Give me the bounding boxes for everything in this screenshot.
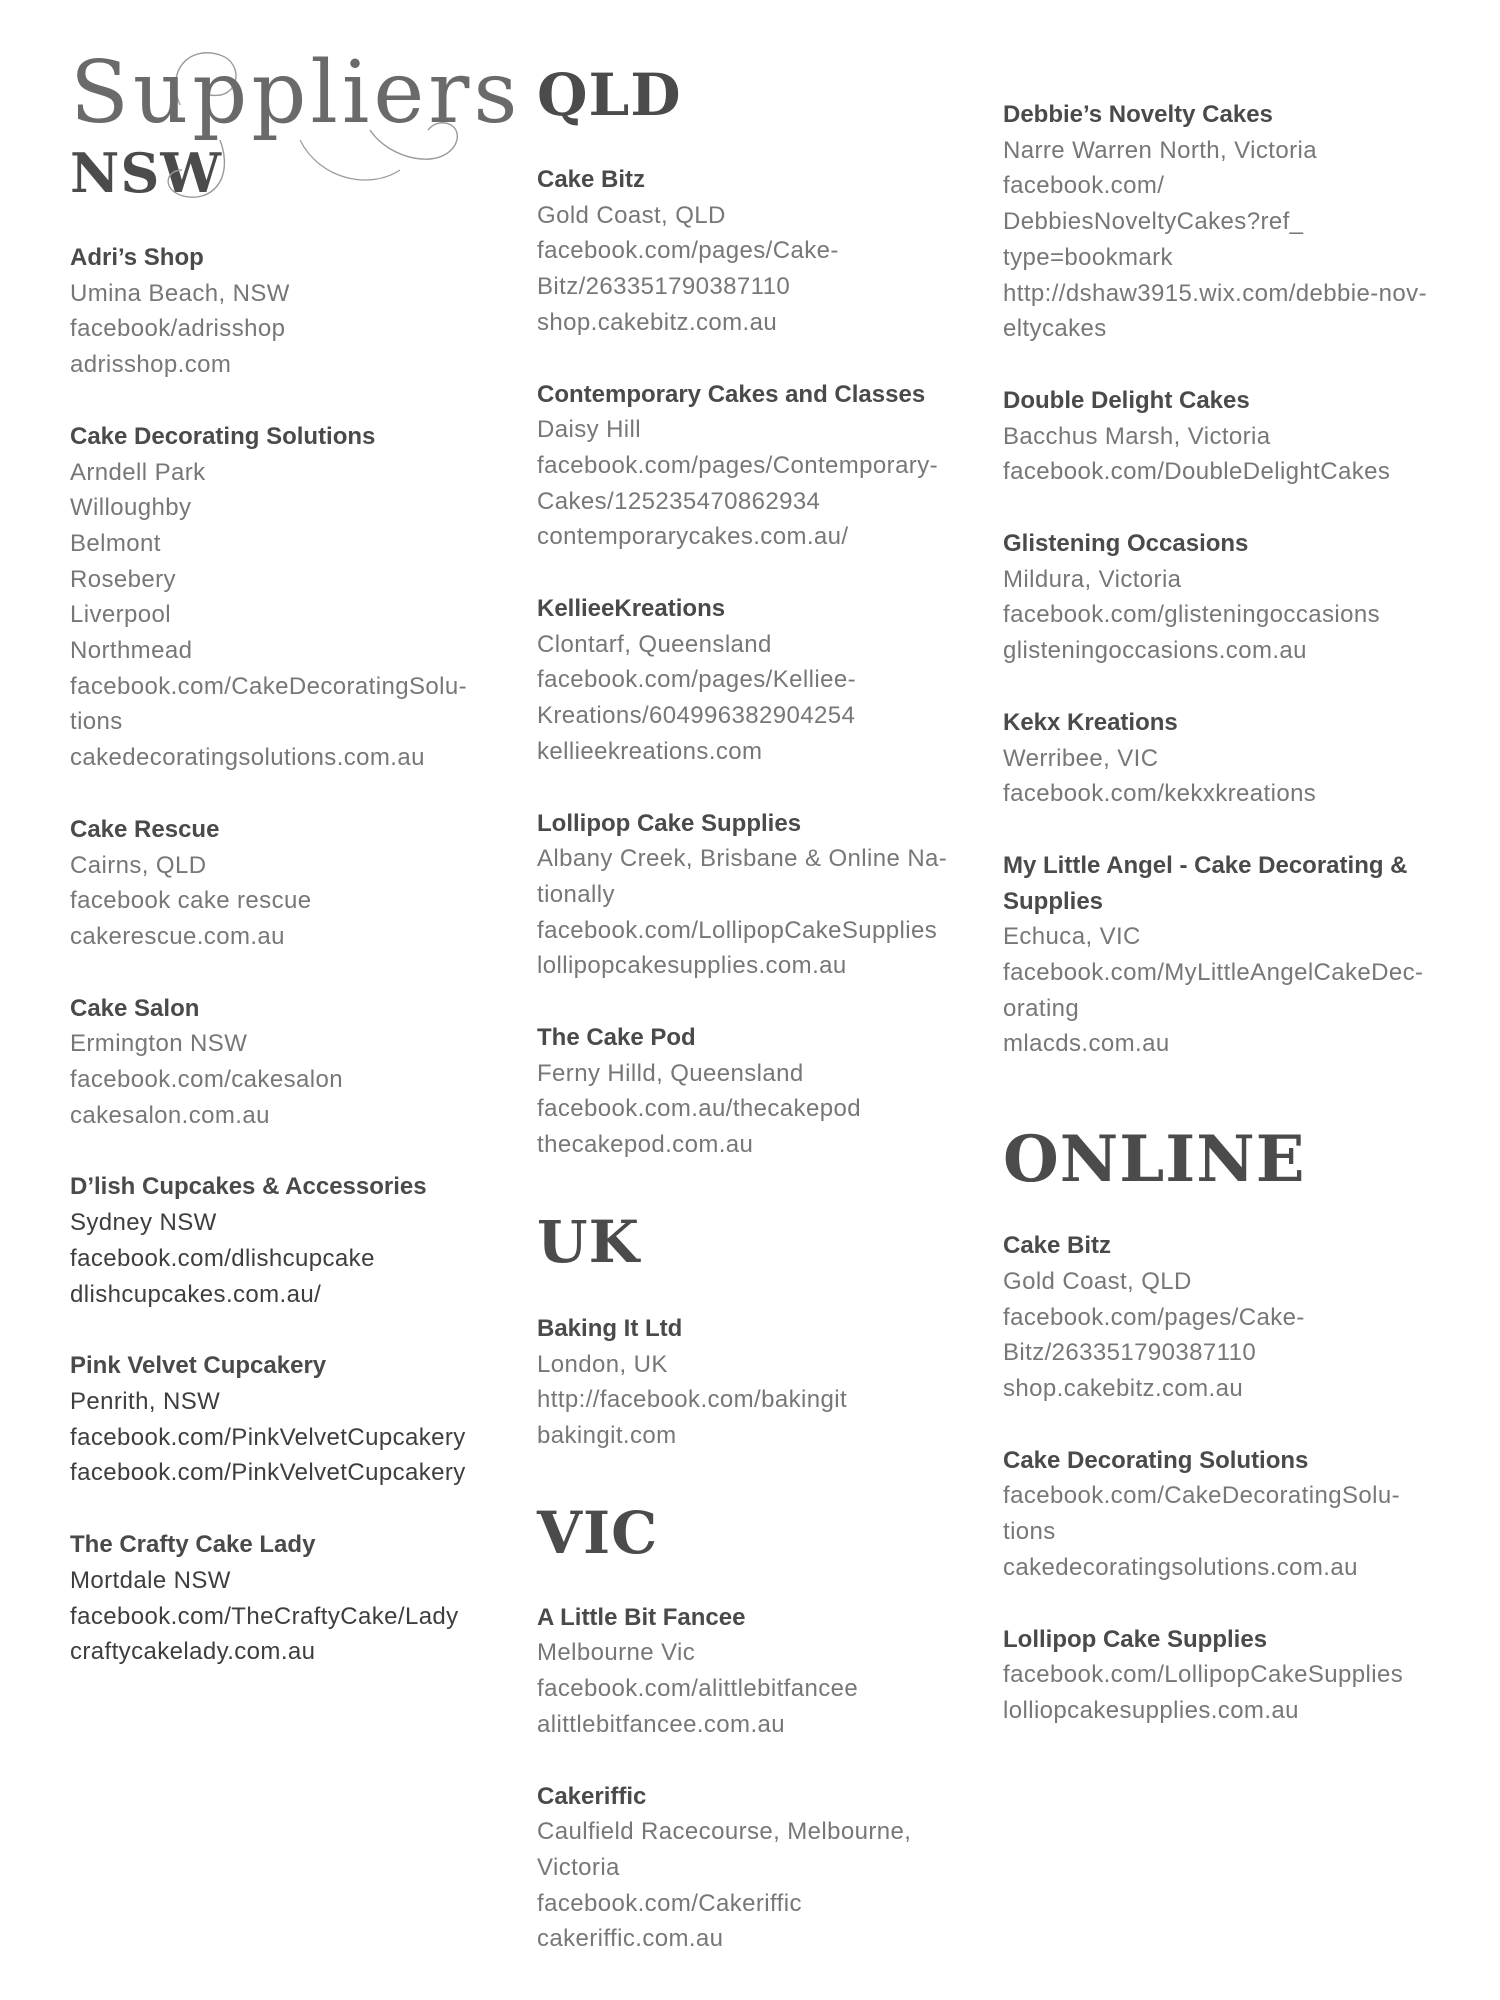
supplier-detail-line: mlacds.com.au xyxy=(1003,1030,1170,1058)
supplier-detail-line: Melbourne Vic xyxy=(537,1639,696,1667)
supplier-name: Cake Bitz xyxy=(537,166,646,193)
supplier-detail-line: Sydney NSW xyxy=(70,1209,217,1237)
supplier-detail-line: dlishcupcakes.com.au/ xyxy=(70,1280,322,1308)
supplier-detail-line: Clontarf, Queensland xyxy=(537,630,772,658)
supplier-detail-line: Ferny Hilld, Queensland xyxy=(537,1059,804,1087)
supplier-entry xyxy=(537,1020,987,1163)
supplier-detail-line: facebook.com/pages/Cake- xyxy=(537,237,839,265)
supplier-detail-line: Northmead xyxy=(70,637,193,665)
supplier-detail-line: Caulfield Racecourse, Melbourne, xyxy=(537,1818,912,1846)
page-title: Suppliers xyxy=(70,43,522,143)
supplier-detail-line: facebook.com/LollipopCakeSupplies xyxy=(1003,1661,1404,1689)
supplier-detail-line: facebook.com/PinkVelvetCupcakery xyxy=(70,1459,466,1487)
supplier-entry xyxy=(70,419,500,776)
section-list-nsw xyxy=(70,240,500,1670)
supplier-detail-line: orating xyxy=(1003,994,1080,1022)
supplier-detail-line: facebook.com/cakesalon xyxy=(70,1066,343,1094)
section-heading-vic: VIC xyxy=(537,1498,659,1567)
supplier-detail-line: facebook.com/pages/Cake- xyxy=(1003,1303,1305,1331)
supplier-detail-line: facebook.com/dlishcupcake xyxy=(70,1244,375,1272)
supplier-detail-line: Narre Warren North, Victoria xyxy=(1003,136,1317,164)
supplier-detail-line: facebook.com/pages/Kelliee- xyxy=(537,666,856,694)
supplier-detail-line: Ermington NSW xyxy=(70,1030,248,1058)
supplier-detail-line: facebook.com/DoubleDelightCakes xyxy=(1003,458,1391,486)
supplier-detail-line: cakesalon.com.au xyxy=(70,1101,270,1129)
supplier-name: KellieeKreations xyxy=(537,595,726,623)
supplier-detail-line: Bitz/263351790387110 xyxy=(1003,1339,1257,1367)
supplier-detail-line: cakerescue.com.au xyxy=(70,922,285,950)
supplier-detail-line: shop.cakebitz.com.au xyxy=(1003,1374,1244,1402)
supplier-name: Cake Bitz xyxy=(1003,1232,1112,1260)
supplier-name: Cake Decorating Solutions xyxy=(1003,1446,1309,1474)
section-list-vic xyxy=(537,1600,987,1957)
supplier-detail-line: Penrith, NSW xyxy=(70,1387,221,1415)
supplier-detail-line: London, UK xyxy=(537,1350,668,1378)
supplier-detail-line: contemporarycakes.com.au/ xyxy=(537,523,849,551)
supplier-detail-line: glisteningoccasions.com.au xyxy=(1003,637,1307,665)
supplier-detail-line: http://dshaw3915.wix.com/debbie-nov- xyxy=(1003,279,1427,307)
supplier-entry xyxy=(1003,1228,1473,1407)
column-right xyxy=(1003,0,1473,1729)
supplier-detail-line: Gold Coast, QLD xyxy=(1003,1267,1192,1295)
section-list-qld xyxy=(537,162,987,1163)
supplier-entry xyxy=(537,377,987,556)
supplier-name: Cake Rescue xyxy=(70,815,220,843)
supplier-detail-line: Arndell Park xyxy=(70,458,206,486)
supplier-detail-line: Kreations/604996382904254 xyxy=(537,702,856,730)
supplier-detail-line: bakingit.com xyxy=(537,1421,677,1449)
supplier-entry xyxy=(1003,1622,1473,1729)
supplier-detail-line: facebook.com/CakeDecoratingSolu- xyxy=(70,672,467,700)
supplier-detail-line: Daisy Hill xyxy=(537,416,642,444)
supplier-entry xyxy=(537,1311,987,1454)
supplier-name: Lollipop Cake Supplies xyxy=(1003,1625,1268,1653)
title-block xyxy=(70,0,522,162)
supplier-entry xyxy=(537,1779,987,1958)
supplier-detail-line: facebook.com/PinkVelvetCupcakery xyxy=(70,1423,466,1451)
supplier-detail-line: eltycakes xyxy=(1003,315,1107,343)
supplier-detail-line: facebook.com/Cakeriffic xyxy=(537,1889,802,1917)
supplier-entry xyxy=(1003,383,1473,490)
supplier-entry xyxy=(1003,97,1473,347)
supplier-detail-line: Belmont xyxy=(70,529,161,557)
section-list-online xyxy=(1003,1228,1473,1728)
supplier-name: A Little Bit Fancee xyxy=(537,1603,746,1631)
supplier-detail-line: lollipopcakesupplies.com.au xyxy=(537,952,847,980)
supplier-detail-line: facebook.com/alittlebitfancee xyxy=(537,1675,859,1703)
supplier-name: Kekx Kreations xyxy=(1003,708,1178,736)
supplier-detail-line: Rosebery xyxy=(70,565,176,593)
supplier-detail-line: shop.cakebitz.com.au xyxy=(537,308,778,336)
supplier-name: My Little Angel - Cake Decorating & Supplies xyxy=(1003,851,1408,915)
supplier-name: The Crafty Cake Lady xyxy=(70,1531,316,1559)
supplier-name: Glistening Occasions xyxy=(1003,530,1249,558)
supplier-name: D’lish Cupcakes & Accessories xyxy=(70,1173,427,1201)
supplier-entry xyxy=(1003,848,1473,1062)
supplier-name: Cake Salon xyxy=(70,994,200,1022)
supplier-detail-line: Willoughby xyxy=(70,494,192,522)
column-left xyxy=(70,0,522,1670)
supplier-detail-line: Werribee, VIC xyxy=(1003,744,1159,772)
supplier-detail-line: Bacchus Marsh, Victoria xyxy=(1003,422,1271,450)
supplier-detail-line: lolliopcakesupplies.com.au xyxy=(1003,1696,1299,1724)
supplier-detail-line: facebook.com/pages/Contemporary- xyxy=(537,451,938,479)
supplier-detail-line: facebook.com/LollipopCakeSupplies xyxy=(537,916,938,944)
supplier-detail-line: facebook.com/MyLittleAngelCakeDec- xyxy=(1003,959,1424,987)
supplier-entry xyxy=(70,1348,500,1491)
supplier-name: Debbie’s Novelty Cakes xyxy=(1003,101,1273,128)
supplier-entry xyxy=(70,240,500,383)
supplier-detail-line: alittlebitfancee.com.au xyxy=(537,1710,786,1738)
supplier-name: Cakeriffic xyxy=(537,1782,647,1810)
supplier-detail-line: craftycakelady.com.au xyxy=(70,1638,316,1666)
supplier-name: Lollipop Cake Supplies xyxy=(537,809,802,837)
supplier-detail-line: Cakes/125235470862934 xyxy=(537,487,821,515)
supplier-entry xyxy=(70,991,500,1134)
supplier-detail-line: Umina Beach, NSW xyxy=(70,279,290,307)
supplier-entry xyxy=(70,1169,500,1312)
supplier-detail-line: Mildura, Victoria xyxy=(1003,565,1182,593)
supplier-detail-line: DebbiesNoveltyCakes?ref_ xyxy=(1003,208,1304,236)
supplier-detail-line: cakedecoratingsolutions.com.au xyxy=(70,744,425,772)
supplier-entry xyxy=(537,162,987,341)
supplier-detail-line: tionally xyxy=(537,880,615,908)
supplier-detail-line: Bitz/263351790387110 xyxy=(537,273,791,301)
supplier-detail-line: facebook cake rescue xyxy=(70,887,312,915)
supplier-detail-line: kellieekreations.com xyxy=(537,737,763,765)
supplier-detail-line: tions xyxy=(1003,1518,1056,1546)
supplier-detail-line: facebook.com/CakeDecoratingSolu- xyxy=(1003,1482,1400,1510)
supplier-entry xyxy=(537,591,987,770)
supplier-name: Cake Decorating Solutions xyxy=(70,422,376,450)
supplier-detail-line: facebook.com/ xyxy=(1003,172,1165,200)
supplier-detail-line: http://facebook.com/bakingit xyxy=(537,1386,848,1414)
supplier-name: Contemporary Cakes and Classes xyxy=(537,380,926,408)
supplier-entry xyxy=(537,806,987,985)
supplier-detail-line: Liverpool xyxy=(70,601,171,629)
supplier-detail-line: Albany Creek, Brisbane & Online Na- xyxy=(537,845,948,873)
section-heading-nsw: NSW xyxy=(70,141,223,205)
supplier-name: The Cake Pod xyxy=(537,1024,696,1052)
supplier-name: Double Delight Cakes xyxy=(1003,386,1250,414)
supplier-entry xyxy=(1003,1443,1473,1586)
supplier-detail-line: facebook.com/glisteningoccasions xyxy=(1003,601,1381,629)
section-list-vic-continued xyxy=(1003,97,1473,1062)
supplier-name: Adri’s Shop xyxy=(70,244,204,271)
supplier-detail-line: tions xyxy=(70,708,123,736)
column-middle xyxy=(537,0,987,1957)
supplier-entry xyxy=(70,812,500,955)
section-list-uk xyxy=(537,1311,987,1454)
supplier-detail-line: Mortdale NSW xyxy=(70,1566,231,1594)
section-heading-online: ONLINE xyxy=(1003,1122,1306,1198)
supplier-detail-line: Cairns, QLD xyxy=(70,851,207,879)
supplier-detail-line: facebook.com/TheCraftyCake/Lady xyxy=(70,1602,459,1630)
supplier-detail-line: type=bookmark xyxy=(1003,243,1173,271)
section-heading-qld: QLD xyxy=(537,61,682,129)
supplier-entry xyxy=(1003,705,1473,812)
section-heading-uk: UK xyxy=(537,1207,640,1276)
supplier-name: Baking It Ltd xyxy=(537,1314,683,1342)
supplier-detail-line: Echuca, VIC xyxy=(1003,923,1141,951)
supplier-name: Pink Velvet Cupcakery xyxy=(70,1352,327,1380)
supplier-detail-line: Gold Coast, QLD xyxy=(537,201,726,229)
supplier-entry xyxy=(537,1600,987,1743)
supplier-detail-line: facebook.com/kekxkreations xyxy=(1003,780,1317,808)
supplier-detail-line: cakedecoratingsolutions.com.au xyxy=(1003,1553,1358,1581)
supplier-detail-line: Victoria xyxy=(537,1853,620,1881)
supplier-detail-line: cakeriffic.com.au xyxy=(537,1925,724,1953)
supplier-detail-line: adrisshop.com xyxy=(70,351,232,379)
supplier-detail-line: facebook/adrisshop xyxy=(70,315,286,343)
supplier-entry xyxy=(70,1527,500,1670)
supplier-detail-line: thecakepod.com.au xyxy=(537,1131,754,1159)
supplier-detail-line: facebook.com.au/thecakepod xyxy=(537,1095,861,1123)
supplier-entry xyxy=(1003,526,1473,669)
